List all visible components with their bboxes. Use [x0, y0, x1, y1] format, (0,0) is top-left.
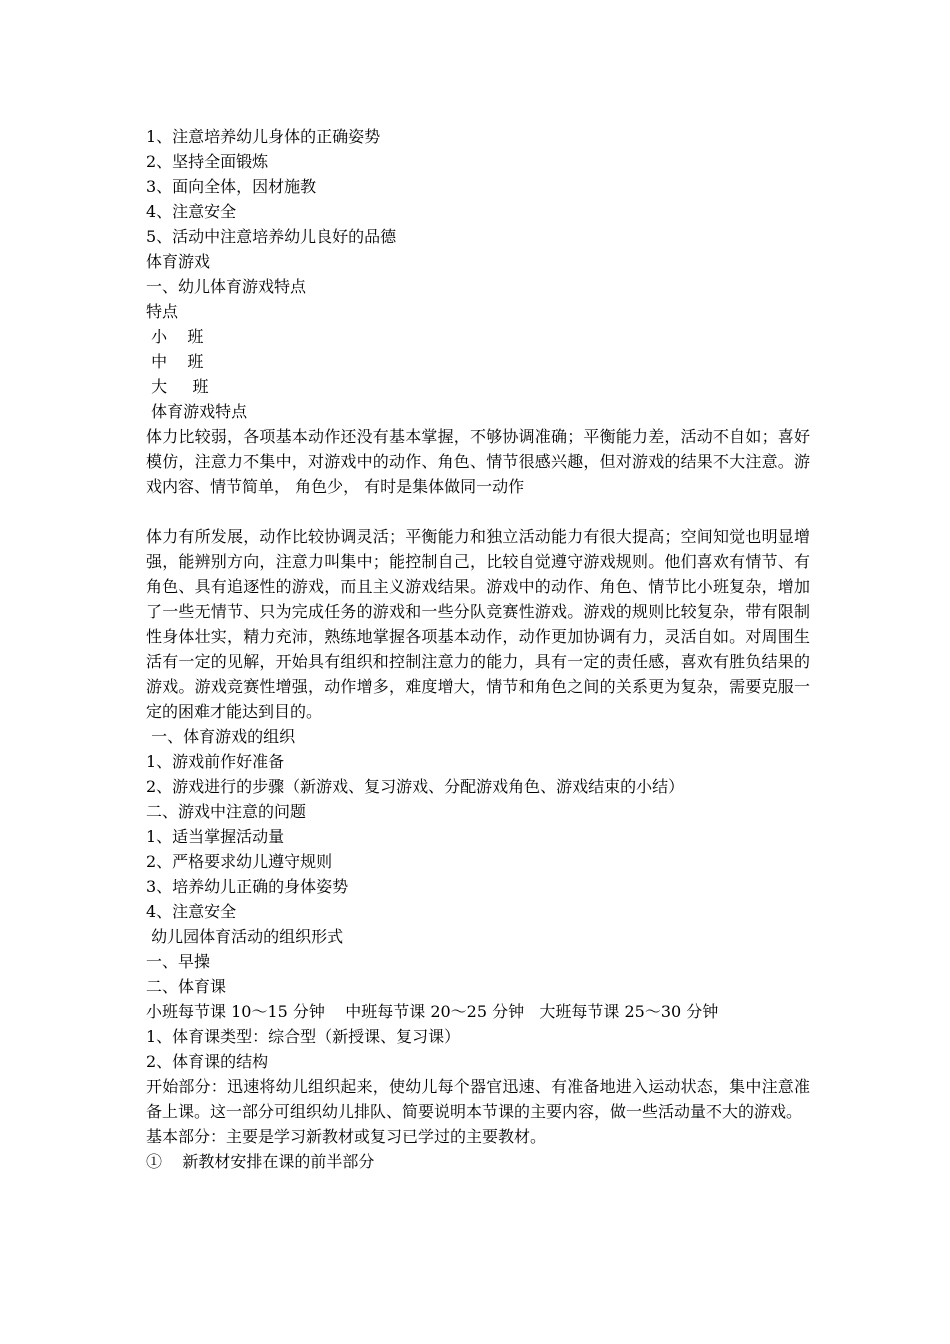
section-heading: 一、幼儿体育游戏特点 — [146, 277, 307, 296]
section-heading: 一、体育游戏的组织 — [146, 727, 296, 746]
section-heading: 幼儿园体育活动的组织形式 — [146, 927, 344, 946]
section-heading: 体育游戏 — [146, 252, 211, 271]
table-header: 特点 — [146, 302, 179, 321]
list-item: 4、注意安全 — [146, 902, 237, 921]
list-item: 3、面向全体，因材施教 — [146, 177, 317, 196]
class-duration-line: 小班每节课 10～15 分钟 中班每节课 20～25 分钟 大班每节课 25～30 分钟 — [146, 1002, 719, 1021]
paragraph: 开始部分：迅速将幼儿组织起来，使幼儿每个器官迅速、有准备地进入运动状态，集中注意准备上课。这一部分可组织幼儿排队、简要说明本节课的主要内容，做一些活动量不大的游戏。 — [146, 1077, 810, 1121]
class-label-middle: 中 班 — [146, 352, 204, 371]
list-item: 1、游戏前作好准备 — [146, 752, 285, 771]
list-item: 一、早操 — [146, 952, 211, 971]
section-heading: 二、游戏中注意的问题 — [146, 802, 307, 821]
table-header: 体育游戏特点 — [146, 402, 248, 421]
list-item: 3、培养幼儿正确的身体姿势 — [146, 877, 349, 896]
paragraph: 体力有所发展，动作比较协调灵活；平衡能力和独立活动能力有很大提高；空间知觉也明显增强，能辨别方向，注意力叫集中；能控制自己，比较自觉遵守游戏规则。他们喜欢有情节、有角色、具有追逐性的游戏，而且主义游戏结果。游戏中的动作、角色、情节比小班复杂，增加了一些无情节、只为完成任务的游戏和一些分队竞赛性游戏。游戏的规则比较复杂，带有限制性身体壮实，精力充沛，熟练地掌握各项基本动作，动作更加协调有力，灵活自如。对周围生活有一定的见解，开始具有组织和控制注意力的能力，具有一定的责任感，喜欢有胜负结果的游戏。游戏竞赛性增强，动作增多，难度增大，情节和角色之间的关系更为复杂，需要克服一定的困难才能达到目的。 — [146, 527, 810, 721]
list-item: 2、严格要求幼儿遵守规则 — [146, 852, 333, 871]
paragraph: 体力比较弱，各项基本动作还没有基本掌握，不够协调准确；平衡能力差，活动不自如；喜好模仿，注意力不集中，对游戏中的动作、角色、情节很感兴趣，但对游戏的结果不大注意。游戏内容、情节简单， 角色少， 有时是集体做同一动作 — [146, 427, 810, 496]
list-item: 2、体育课的结构 — [146, 1052, 269, 1071]
list-item: 二、体育课 — [146, 977, 227, 996]
class-label-large: 大 班 — [146, 377, 209, 396]
list-item: 2、游戏进行的步骤（新游戏、复习游戏、分配游戏角色、游戏结束的小结） — [146, 777, 685, 796]
blank-line — [146, 499, 810, 524]
class-label-small: 小 班 — [146, 327, 204, 346]
list-item: 4、注意安全 — [146, 202, 237, 221]
document-body — [146, 124, 810, 1174]
list-item: ① 新教材安排在课的前半部分 — [146, 1152, 375, 1171]
list-item: 2、坚持全面锻炼 — [146, 152, 269, 171]
list-item: 5、活动中注意培养幼儿良好的品德 — [146, 227, 397, 246]
list-item: 1、体育课类型：综合型（新授课、复习课） — [146, 1027, 461, 1046]
list-item: 1、注意培养幼儿身体的正确姿势 — [146, 127, 381, 146]
list-item: 基本部分：主要是学习新教材或复习已学过的主要教材。 — [146, 1127, 547, 1146]
list-item: 1、适当掌握活动量 — [146, 827, 285, 846]
